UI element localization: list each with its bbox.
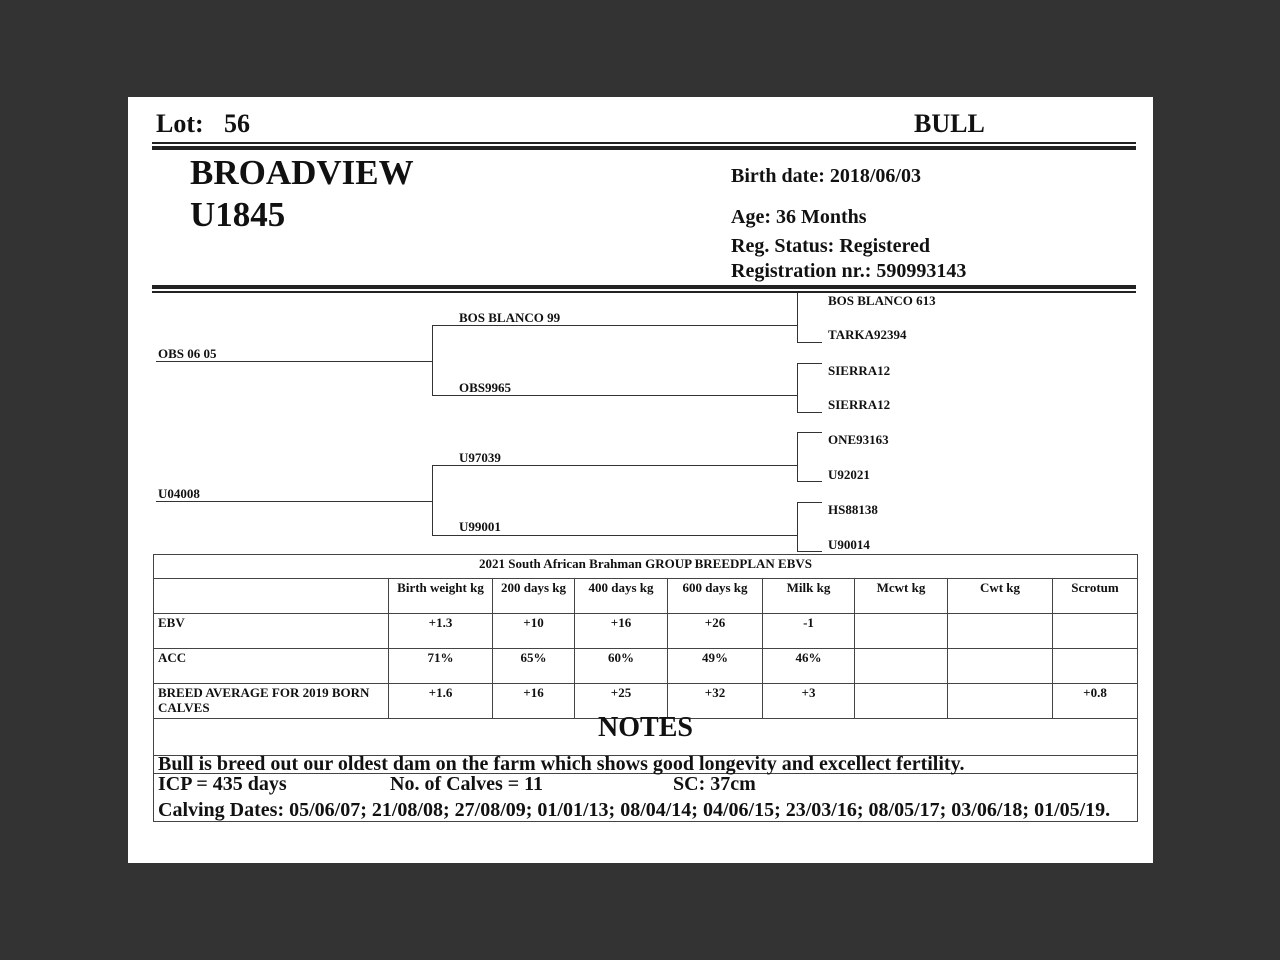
lot-sheet <box>128 97 1153 863</box>
animal-type: BULL <box>914 109 985 138</box>
ebv-header-cell: Birth weight kg <box>389 579 493 614</box>
gg-bracket-2 <box>797 363 798 412</box>
gg-bracket-1 <box>797 293 798 342</box>
calving-dates: Calving Dates: 05/06/07; 21/08/08; 27/08/09; 01/01/13; 08/04/14; 04/06/15; 23/03/16; 08/05/17; 03/06/18; 01/05/19. <box>158 799 1111 821</box>
dam-bracket <box>432 465 433 536</box>
table-cell <box>855 614 948 649</box>
ebv-table <box>153 554 1138 822</box>
table-cell: +16 <box>575 614 668 649</box>
gg-line-6 <box>797 481 822 482</box>
calves-count: No. of Calves = 11 <box>390 773 544 795</box>
gg-bracket-3 <box>797 432 798 481</box>
table-cell <box>1053 614 1138 649</box>
lot-label: Lot: <box>156 109 204 138</box>
table-cell <box>855 649 948 684</box>
sire-dam-line <box>432 395 797 396</box>
table-cell: 49% <box>668 649 763 684</box>
ebv-header-cell: 600 days kg <box>668 579 763 614</box>
table-cell <box>855 684 948 719</box>
table-row <box>154 614 1138 649</box>
table-cell: +10 <box>493 614 575 649</box>
sire-bracket <box>432 325 433 396</box>
pedigree-sire-dam: OBS9965 <box>459 380 512 395</box>
table-cell: +16 <box>493 684 575 719</box>
reg-status: Reg. Status: Registered <box>731 235 931 257</box>
table-cell: 65% <box>493 649 575 684</box>
table-cell: 46% <box>763 649 855 684</box>
info-rule-thin <box>152 291 1136 293</box>
table-cell <box>948 614 1053 649</box>
pedigree-gg-1: BOS BLANCO 613 <box>828 293 936 308</box>
pedigree-gg-3: SIERRA12 <box>828 363 891 378</box>
pedigree-dam-sire: U97039 <box>459 450 501 465</box>
table-cell: 60% <box>575 649 668 684</box>
table-cell: +25 <box>575 684 668 719</box>
row-label: ACC <box>154 649 389 684</box>
ebv-title: 2021 South African Brahman GROUP BREEDPLAN EBVS <box>154 555 1138 579</box>
header-rule-thick <box>152 146 1136 150</box>
icp: ICP = 435 days <box>158 773 287 795</box>
ebv-header-cell: Cwt kg <box>948 579 1053 614</box>
sire-line <box>156 361 432 362</box>
pedigree-gg-7: HS88138 <box>828 502 878 517</box>
age: Age: 36 Months <box>731 206 867 228</box>
ebv-header-cell: Mcwt kg <box>855 579 948 614</box>
ebv-header-cell: 400 days kg <box>575 579 668 614</box>
gg-line-4 <box>797 412 822 413</box>
gg-line-5 <box>797 432 822 433</box>
lot-number: 56 <box>224 109 250 138</box>
scrotal-circumference: SC: 37cm <box>673 773 756 795</box>
registration-number: Registration nr.: 590993143 <box>731 260 967 282</box>
birth-date: Birth date: 2018/06/03 <box>731 165 921 187</box>
ebv-header-cell: 200 days kg <box>493 579 575 614</box>
table-row <box>154 649 1138 684</box>
gg-bracket-4 <box>797 502 798 551</box>
row-label: EBV <box>154 614 389 649</box>
gg-line-7 <box>797 502 822 503</box>
pedigree-gg-5: ONE93163 <box>828 432 889 447</box>
animal-id: U1845 <box>190 195 286 234</box>
table-cell <box>948 684 1053 719</box>
ebv-header-cell: Scrotum <box>1053 579 1138 614</box>
gg-line-8 <box>797 551 822 552</box>
pedigree-sire-sire: BOS BLANCO 99 <box>459 310 561 325</box>
dam-line <box>156 501 432 502</box>
ebv-header-row <box>154 579 1138 614</box>
animal-name: BROADVIEW <box>190 153 414 192</box>
gg-line-2 <box>797 342 822 343</box>
pedigree-dam: U04008 <box>158 486 200 501</box>
pedigree-gg-8: U90014 <box>828 537 870 552</box>
notes-comment: Bull is breed out our oldest dam on the farm which shows good longevity and excellect fertility. <box>154 756 1138 774</box>
notes-title: NOTES <box>154 719 1138 756</box>
table-cell: +1.6 <box>389 684 493 719</box>
pedigree-dam-dam: U99001 <box>459 519 501 534</box>
table-cell: -1 <box>763 614 855 649</box>
table-cell <box>1053 649 1138 684</box>
table-cell: +32 <box>668 684 763 719</box>
sire-sire-line <box>432 325 797 326</box>
pedigree-gg-4: SIERRA12 <box>828 397 891 412</box>
gg-line-3 <box>797 363 822 364</box>
row-label: BREED AVERAGE FOR 2019 BORN CALVES <box>154 684 389 719</box>
pedigree-gg-6: U92021 <box>828 467 870 482</box>
info-rule-thick <box>152 285 1136 289</box>
table-cell <box>948 649 1053 684</box>
notes-details <box>154 774 1138 822</box>
table-cell: +1.3 <box>389 614 493 649</box>
ebv-header-cell: Milk kg <box>763 579 855 614</box>
table-cell: +3 <box>763 684 855 719</box>
ebv-header-cell <box>154 579 389 614</box>
header-rule-thin <box>152 142 1136 144</box>
pedigree-gg-2: TARKA92394 <box>828 327 907 342</box>
table-cell: +0.8 <box>1053 684 1138 719</box>
pedigree-sire: OBS 06 05 <box>158 346 217 361</box>
table-cell: +26 <box>668 614 763 649</box>
dam-dam-line <box>432 535 797 536</box>
dam-sire-line <box>432 465 797 466</box>
table-cell: 71% <box>389 649 493 684</box>
